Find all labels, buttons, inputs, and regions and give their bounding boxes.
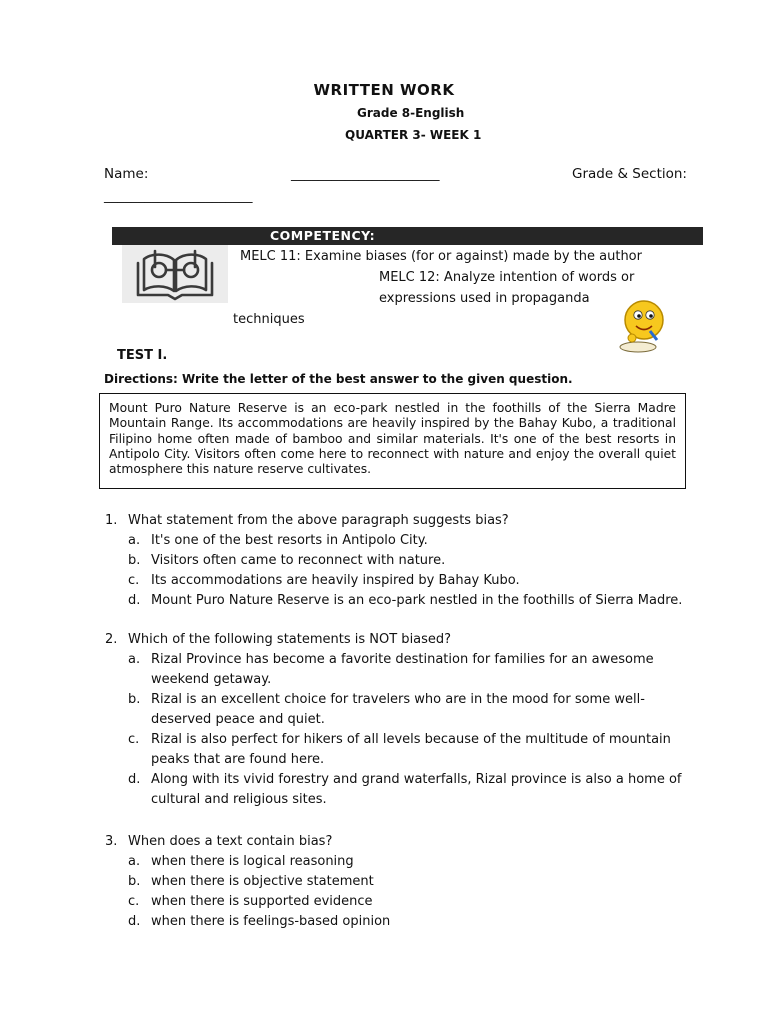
option-text: cultural and religious sites. [151, 792, 327, 807]
option-text: weekend getaway. [151, 672, 272, 687]
option-letter: b. [128, 692, 141, 707]
option-letter: d. [128, 772, 141, 787]
option-letter: a. [128, 652, 141, 667]
option-text: Mount Puro Nature Reserve is an eco-park nestled in the foothills of Sierra Madre. [151, 593, 683, 608]
option-text: Rizal is also perfect for hikers of all levels because of the multitude of mountain [151, 732, 671, 747]
grade-section-label: Grade & Section: [572, 166, 687, 182]
option-text: when there is feelings-based opinion [151, 914, 391, 929]
option-text: when there is supported evidence [151, 894, 373, 909]
question-number: 3. [105, 834, 118, 849]
option-text: Rizal Province has become a favorite destination for families for an awesome [151, 652, 654, 667]
competency-bar [112, 227, 703, 245]
name-label: Name: [104, 166, 149, 182]
question-number: 1. [105, 513, 118, 528]
option-letter: c. [128, 894, 140, 909]
writing-smiley-icon [610, 298, 674, 356]
option-letter: b. [128, 874, 141, 889]
option-text: It's one of the best resorts in Antipolo City. [151, 533, 428, 548]
page-title: WRITTEN WORK [313, 81, 455, 99]
quarter-subtitle: QUARTER 3- WEEK 1 [345, 128, 482, 142]
open-book-icon [122, 245, 228, 303]
option-letter: d. [128, 914, 141, 929]
option-text: Its accommodations are heavily inspired by Bahay Kubo. [151, 573, 520, 588]
option-text: Rizal is an excellent choice for travelers who are in the mood for some well- [151, 692, 645, 707]
option-text: Visitors often came to reconnect with nature. [151, 553, 446, 568]
option-text: when there is objective statement [151, 874, 374, 889]
grade-section-blank: ______________________ [104, 188, 253, 204]
option-letter: c. [128, 732, 140, 747]
option-letter: d. [128, 593, 141, 608]
question-text: What statement from the above paragraph suggests bias? [128, 513, 509, 528]
reading-passage: Mount Puro Nature Reserve is an eco-park nestled in the foothills of the Sierra Madre Mountain Range. Its accommodations are heavily inspired by the Bahay Kubo, a traditional Filipino home often made of bamboo and similar materials. It's one of the best resorts in Antipolo City. Visitors often come here to reconnect with nature and enjoy the overall quiet atmosphere this nature reserve cultivates. [99, 393, 686, 489]
melc-12-line1: MELC 12: Analyze intention of words or [379, 270, 635, 285]
melc-12-line3: techniques [233, 312, 305, 327]
question-text: Which of the following statements is NOT biased? [128, 632, 452, 647]
option-letter: a. [128, 854, 141, 869]
question-text: When does a text contain bias? [128, 834, 333, 849]
melc-11: MELC 11: Examine biases (for or against) made by the author [240, 249, 642, 264]
option-text: peaks that are found here. [151, 752, 325, 767]
option-letter: b. [128, 553, 141, 568]
option-text: Along with its vivid forestry and grand waterfalls, Rizal province is also a home of [151, 772, 682, 787]
melc-12-line2: expressions used in propaganda [379, 291, 590, 306]
question-number: 2. [105, 632, 118, 647]
directions: Directions: Write the letter of the best answer to the given question. [104, 372, 573, 386]
option-letter: a. [128, 533, 141, 548]
name-blank: ______________________ [291, 166, 440, 182]
test-title: TEST I. [117, 348, 168, 363]
option-text: deserved peace and quiet. [151, 712, 325, 727]
subject-subtitle: Grade 8-English [357, 106, 465, 120]
option-letter: c. [128, 573, 140, 588]
competency-label: COMPETENCY: [270, 228, 376, 243]
option-text: when there is logical reasoning [151, 854, 354, 869]
